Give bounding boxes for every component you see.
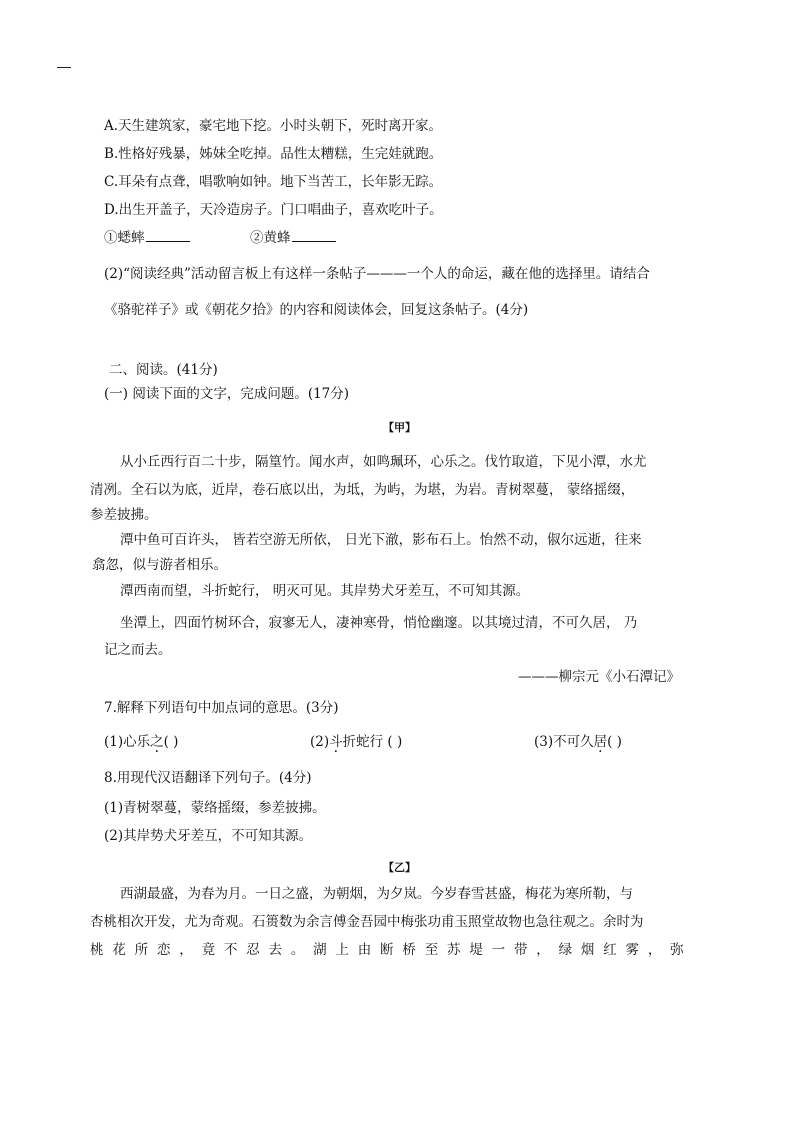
passage-jia-header: 【甲】 [383, 421, 416, 434]
question-8-item-1: (1)青树翠蔓，蒙络摇缀，参差披拂。 [104, 800, 326, 816]
yi-line-3-char: 带 [513, 942, 528, 958]
yi-line-3-char: ， [179, 942, 193, 958]
yi-line-3-char: 弥 [670, 942, 684, 958]
question-7-item-1 [104, 732, 178, 752]
yi-line-3-char: 忍 [246, 942, 260, 958]
jia-line-7: 坐潭上，四面竹树环合，寂寥无人，凄神寒骨，悄怆幽邃。以其境过清，不可久居， 乃 [120, 615, 638, 631]
q7-item-3-pre: (3)不可久 [534, 734, 594, 750]
section-subtitle: (一) 阅读下面的文字，完成问题。(17分) [104, 386, 350, 402]
q7-item-1-dotted: 之 [150, 734, 164, 750]
question-8-title: 8.用现代汉语翻译下列句子。(4分) [104, 770, 312, 786]
jia-source: ———柳宗元《小石潭记》 [518, 669, 680, 685]
yi-line-3-char: 桃 [90, 942, 104, 958]
q7-item-3-post: ( ) [607, 734, 622, 750]
jia-line-1: 从小丘西行百二十步，隔篁竹。闻水声，如鸣珮环，心乐之。伐竹取道，下见小潭，水尤 [120, 454, 647, 470]
yi-line-3-char: 由 [357, 942, 372, 958]
yi-line-3-char: 烟 [580, 942, 595, 958]
yi-line-3-char: 桥 [402, 942, 416, 958]
yi-line-3-char: ， [647, 942, 662, 958]
q7-item-2-dotted: 斗 [329, 734, 343, 750]
passage-yi-header: 【乙】 [383, 861, 416, 874]
jia-line-3: 参差披拂。 [90, 507, 158, 523]
yi-line-3-char: 断 [380, 942, 394, 958]
question-7-item-3 [534, 732, 622, 752]
jia-line-6: 潭西南而望，斗折蛇行， 明灭可见。其岸势犬牙差互，不可知其源。 [120, 583, 530, 599]
yi-line-3-char: 堤 [469, 942, 483, 958]
yi-line-3-char: 。 [290, 942, 305, 958]
yi-line-1: 西湖最盛，为春为月。一日之盛，为朝烟，为夕岚。今岁春雪甚盛，梅花为寒所勒，与 [120, 886, 633, 902]
yi-line-3-char: 苏 [447, 942, 461, 958]
yi-line-3-char: 一 [491, 942, 506, 958]
q7-item-2-pre: (2) [310, 734, 330, 750]
question-2-line-1: (2)“阅读经典”活动留言板上有这样一条帖子———一个人的命运，藏在他的选择里。请结合 [104, 266, 650, 282]
question-7-title: 7.解释下列语句中加点词的意思。(3分) [104, 700, 339, 716]
yi-line-3-char: 所 [134, 942, 149, 958]
q7-item-3-dotted: 居 [593, 734, 608, 750]
q7-item-1-pre: (1)心乐 [104, 734, 151, 750]
yi-line-3-char: 绿 [558, 942, 573, 958]
fill-blank-a [104, 228, 190, 248]
jia-line-2: 清冽。全石以为底，近岸，卷石底以出，为坻，为屿，为堪，为岩。青树翠蔓， 蒙络摇缀， [90, 482, 635, 498]
option-b: B.性格好残暴，姊妹全吃掉。品性太糟糕，生完娃就跑。 [104, 146, 443, 162]
option-a: A.天生建筑家，豪宅地下挖。小时头朝下，死时离开家。 [104, 118, 443, 134]
fill-blank-b [250, 228, 336, 248]
yi-line-3-char: 去 [268, 942, 282, 958]
yi-line-3-char: 恋 [156, 942, 171, 958]
section-title: 二、阅读。(41分) [109, 362, 218, 378]
yi-line-3-char: 雾 [625, 942, 639, 958]
question-2-line-2: 《骆驼祥子》或《朝花夕拾》的内容和阅读体会，回复这条帖子。(4分) [104, 302, 529, 318]
fill-label-a: ①蟋蟀 [104, 230, 145, 246]
q7-item-1-post: ( ) [163, 734, 179, 750]
page-corner-mark [57, 67, 71, 68]
jia-line-8: 记之而去。 [104, 642, 172, 658]
answer-blank-b[interactable] [292, 228, 336, 242]
yi-line-3-char: 花 [112, 942, 126, 958]
yi-line-3-char: 湖 [313, 942, 327, 958]
answer-blank-a[interactable] [146, 228, 190, 242]
fill-label-b: ②黄蜂 [250, 230, 291, 246]
yi-line-2: 杏桃相次开发，尤为奇观。石篑数为余言傅金吾园中梅张功甫玉照堂故物也急往观之。余时为 [90, 914, 644, 930]
yi-line-3-char: ， [536, 942, 550, 958]
yi-line-3-char: 上 [335, 942, 349, 958]
option-c: C.耳朵有点聋，唱歌响如钟。地下当苦工，长年影无踪。 [104, 174, 443, 190]
jia-line-4: 潭中鱼可百许头， 皆若空游无所依， 日光下澈，影布石上。怡然不动，俶尔远逝，往来 [120, 532, 642, 548]
q7-item-2-post: 折蛇行 ( ) [342, 734, 403, 750]
yi-line-3-char: 红 [603, 942, 617, 958]
yi-line-3-char: 竟 [201, 942, 216, 958]
question-7-item-2 [310, 732, 402, 752]
question-8-item-2: (2)其岸势犬牙差互，不可知其源。 [104, 828, 313, 844]
yi-line-3-char: 不 [223, 942, 238, 958]
yi-line-3 [90, 940, 684, 960]
option-d: D.出生开盖子，天冷造房子。门口唱曲子，喜欢吃叶子。 [104, 202, 443, 218]
yi-line-3-char: 至 [424, 942, 439, 958]
jia-line-5: 翕忽，似与游者相乐。 [92, 557, 227, 573]
